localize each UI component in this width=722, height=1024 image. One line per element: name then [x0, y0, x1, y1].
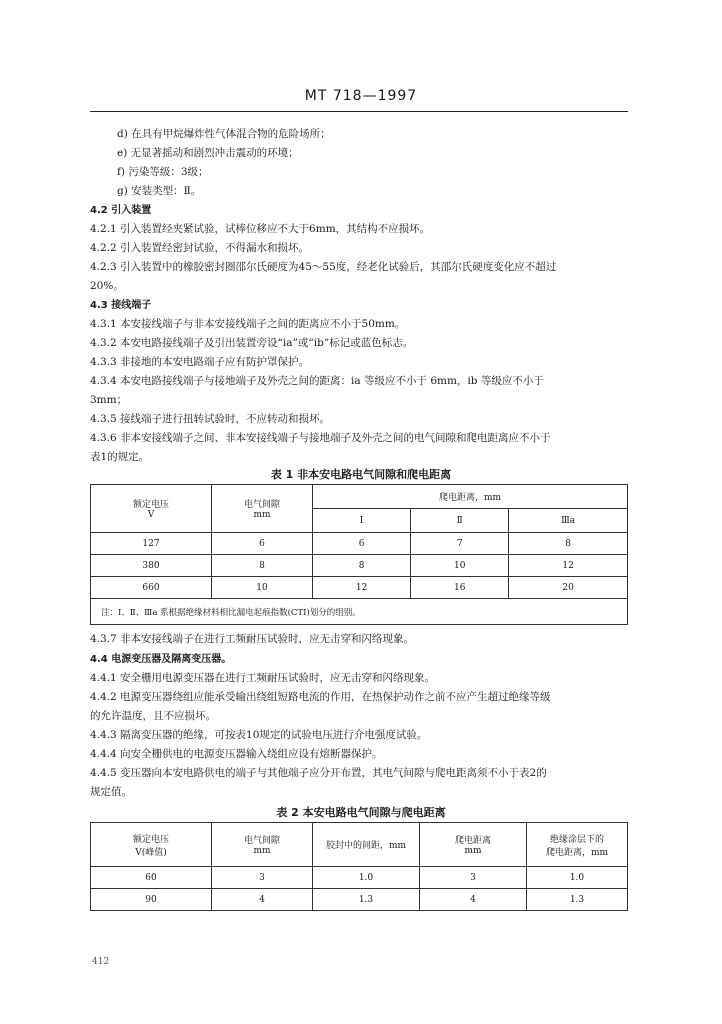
table-header: 绝缘涂层下的 爬电距离，mm	[527, 823, 628, 867]
table-row: 660 10 12 16 20	[91, 577, 628, 599]
section-heading: 4.4 电源变压器及隔离变压器。	[90, 654, 232, 665]
header-rule	[90, 111, 628, 112]
table-header: 额定电压 V(峰值)	[91, 823, 212, 867]
table-row: 60 3 1.0 3 1.0	[91, 867, 628, 889]
list-item: g) 安装类型：Ⅱ。	[117, 185, 202, 197]
table-caption: 表 1 非本安电路电气间隙和爬电距离	[270, 468, 452, 481]
list-item: d) 在具有甲烷爆炸性气体混合物的危险场所；	[117, 128, 331, 140]
table-row: 380 8 8 10 12	[91, 555, 628, 577]
paragraph: 4.3.4 本安电路接线端子与接地端子及外壳之间的距离：ia 等级应不小于 6mm，ib 等级应不小于	[90, 375, 544, 387]
paragraph: 4.3.1 本安接线端子与非本安接线端子之间的距离应不小于50mm。	[90, 318, 406, 330]
table-row: 90 4 1.3 4 1.3	[91, 889, 628, 911]
paragraph: 4.3.2 本安电路接线端子及引出装置旁设“ia”或“ib”标记或蓝色标志。	[90, 337, 414, 349]
table-2	[90, 822, 628, 911]
table-header: 电气间隙 mm	[212, 485, 313, 533]
table-header: 电气间隙 mm	[212, 823, 313, 867]
paragraph: 4.2.1 引入装置经夹紧试验，试棒位移应不大于6mm，其结构不应损坏。	[90, 223, 431, 235]
table-header: 爬电距离 mm	[420, 823, 527, 867]
table-caption: 表 2 本安电路电气间隙与爬电距离	[276, 806, 446, 819]
table-header: 胶封中的间距，mm	[313, 823, 420, 867]
section-heading: 4.2 引入装置	[90, 205, 152, 216]
paragraph: 4.3.6 非本安接线端子之间、非本安接线端子与接地端子及外壳之间的电气间隙和爬电距离应不小于	[90, 432, 551, 444]
paragraph: 4.3.3 非接地的本安电路端子应有防护罩保护。	[90, 356, 310, 368]
paragraph: 4.4.5 变压器向本安电路供电的端子与其他端子应分开布置，其电气间隙与爬电距离须不小于表2的	[90, 767, 547, 779]
paragraph: 4.4.2 电源变压器绕组应能承受输出绕组短路电流的作用，在热保护动作之前不应产生超过绝缘等级	[90, 691, 551, 703]
table-subheader: Ⅱ	[411, 509, 509, 533]
paragraph: 4.3.5 接线端子进行扭转试验时，不应转动和损坏。	[90, 413, 331, 425]
paragraph: 3mm；	[90, 394, 128, 406]
table-note: 注：Ⅰ、Ⅱ、Ⅲa 系根据绝缘材料相比漏电起痕指数(CTI)划分的组别。	[91, 599, 628, 625]
table-row: 127 6 6 7 8	[91, 533, 628, 555]
paragraph: 的允许温度，且不应损坏。	[90, 710, 216, 722]
section-heading: 4.3 接线端子	[90, 300, 152, 311]
paragraph: 表1的规定。	[90, 451, 150, 463]
paragraph: 4.4.3 隔离变压器的绝缘，可按表10规定的试验电压进行介电强度试验。	[90, 729, 428, 741]
page-header: MT 718—1997	[304, 88, 418, 104]
paragraph: 4.4.4 向安全栅供电的电源变压器输入绕组应设有熔断器保护。	[90, 748, 383, 760]
paragraph: 20%。	[90, 280, 124, 292]
table-header: 爬电距离，mm	[313, 485, 628, 509]
list-item: f) 污染等级：3级；	[117, 166, 209, 178]
paragraph: 规定值。	[90, 786, 132, 798]
page-number: 412	[92, 957, 110, 967]
paragraph: 4.4.1 安全栅用电源变压器在进行工频耐压试验时，应无击穿和闪络现象。	[90, 672, 436, 684]
paragraph: 4.2.3 引入装置中的橡胶密封圈邵尔氏硬度为45～55度，经老化试验后，其邵尔氏硬度变化应不超过	[90, 261, 557, 273]
list-item: e) 无显著摇动和剧烈冲击震动的环境；	[117, 147, 299, 159]
table-subheader: Ⅰ	[313, 509, 411, 533]
table-subheader: Ⅲa	[509, 509, 628, 533]
paragraph: 4.3.7 非本安接线端子在进行工频耐压试验时，应无击穿和闪络现象。	[90, 633, 415, 645]
table-header: 额定电压 V	[91, 485, 212, 533]
paragraph: 4.2.2 引入装置经密封试验，不得漏水和损坏。	[90, 242, 310, 254]
table-1	[90, 484, 628, 625]
